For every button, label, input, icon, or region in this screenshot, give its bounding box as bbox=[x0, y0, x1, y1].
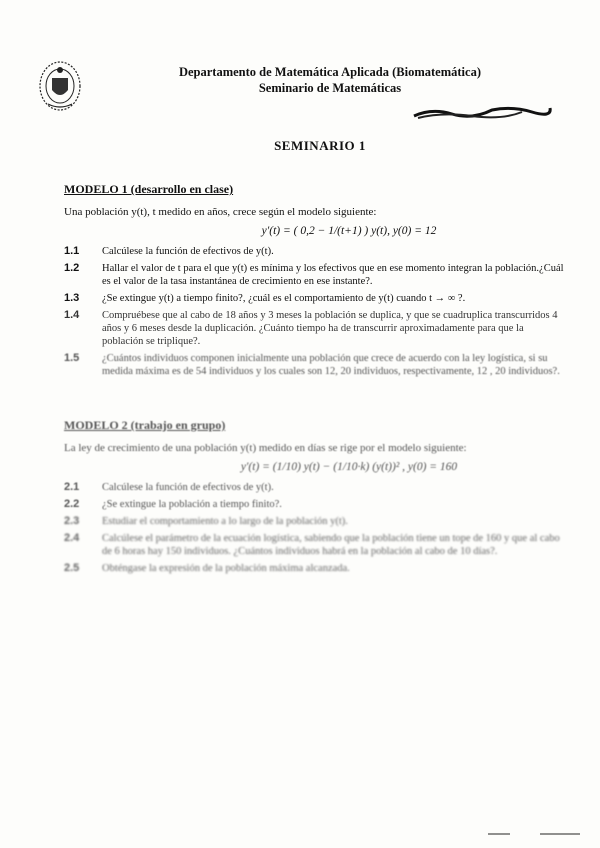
item-text: ¿Cuántos individuos componen inicialmente una población que crece de acuerdo con la ley logística, si su medida máxima es de 54 individuos y los cuales son 12, 20 individuos, respectivamente, 12 , 20 individuos?. bbox=[102, 353, 560, 377]
item-number: 2.1 bbox=[64, 481, 80, 493]
item-text: Calcúlese el parámetro de la ecuación logística, sabiendo que la población tiene un tope de 160 y que al cabo de 6 horas hay 150 individuos. ¿Cuántos individuos habrá en la población al cabo de 10 días?. bbox=[102, 533, 560, 557]
list-item bbox=[64, 498, 564, 511]
footer-rule-lines bbox=[488, 828, 580, 838]
model-1-equation: y′(t) = ( 0,2 − 1/(t+1) ) y(t), y(0) = 12 bbox=[261, 225, 437, 237]
list-item bbox=[64, 532, 564, 558]
page-title: SEMINARIO 1 bbox=[274, 138, 366, 153]
list-item bbox=[64, 245, 564, 258]
list-item bbox=[64, 352, 564, 378]
item-number: 2.3 bbox=[64, 515, 80, 527]
list-item bbox=[64, 262, 564, 288]
item-number: 1.3 bbox=[64, 292, 80, 304]
model-2-intro: La ley de crecimiento de una población y(t) medido en días se rige por el modelo siguiente: bbox=[64, 442, 467, 454]
model-1-intro: Una población y(t), t medido en años, crece según el modelo siguiente: bbox=[64, 206, 377, 218]
model-1-heading: MODELO 1 (desarrollo en clase) bbox=[64, 182, 234, 196]
item-text: Calcúlese la función de efectivos de y(t). bbox=[102, 482, 274, 493]
item-number: 1.5 bbox=[64, 352, 80, 364]
item-text: Estudiar el comportamiento a lo largo de la población y(t). bbox=[102, 516, 348, 527]
list-item bbox=[64, 309, 564, 348]
item-text: Obténgase la expresión de la población máxima alcanzada. bbox=[102, 563, 350, 574]
item-number: 1.2 bbox=[64, 262, 80, 274]
item-number: 1.1 bbox=[64, 245, 80, 257]
item-text: Hallar el valor de t para el que y(t) es mínima y los efectivos que en ese momento integran la población.¿Cuál es el valor de la tasa instantánea de crecimiento en ese instante?. bbox=[102, 263, 564, 287]
item-number: 2.5 bbox=[64, 562, 80, 574]
list-item bbox=[64, 481, 564, 494]
model-2-heading: MODELO 2 (trabajo en grupo) bbox=[64, 418, 226, 432]
model-1-section bbox=[64, 182, 564, 382]
header-block bbox=[0, 64, 600, 96]
item-text: Calcúlese la función de efectivos de y(t). bbox=[102, 246, 274, 257]
item-number: 2.2 bbox=[64, 498, 80, 510]
item-text: ¿Se extingue y(t) a tiempo finito?, ¿cuál es el comportamiento de y(t) cuando t → ∞ ?. bbox=[102, 293, 466, 304]
item-number: 2.4 bbox=[64, 532, 80, 544]
item-number: 1.4 bbox=[64, 309, 80, 321]
model-2-equation: y′(t) = (1/10) y(t) − (1/10·k) (y(t))² , y(0) = 160 bbox=[240, 461, 458, 473]
seminar-name: Seminario de Matemáticas bbox=[258, 81, 402, 95]
list-item bbox=[64, 515, 564, 528]
handwritten-signature-icon bbox=[412, 100, 552, 122]
list-item bbox=[64, 292, 564, 305]
list-item bbox=[64, 562, 564, 575]
department-name: Departamento de Matemática Aplicada (Biomatemática) bbox=[178, 65, 481, 79]
item-text: Compruébese que al cabo de 18 años y 3 meses la población se duplica, y que se cuadruplica transcurridos 4 años y 6 meses desde la duplicación. ¿Cuánto tiempo ha de transcurrir aproximadamente para que la población se triplique?. bbox=[102, 310, 558, 347]
item-text: ¿Se extingue la población a tiempo finito?. bbox=[102, 499, 282, 510]
model-2-section bbox=[64, 418, 564, 579]
